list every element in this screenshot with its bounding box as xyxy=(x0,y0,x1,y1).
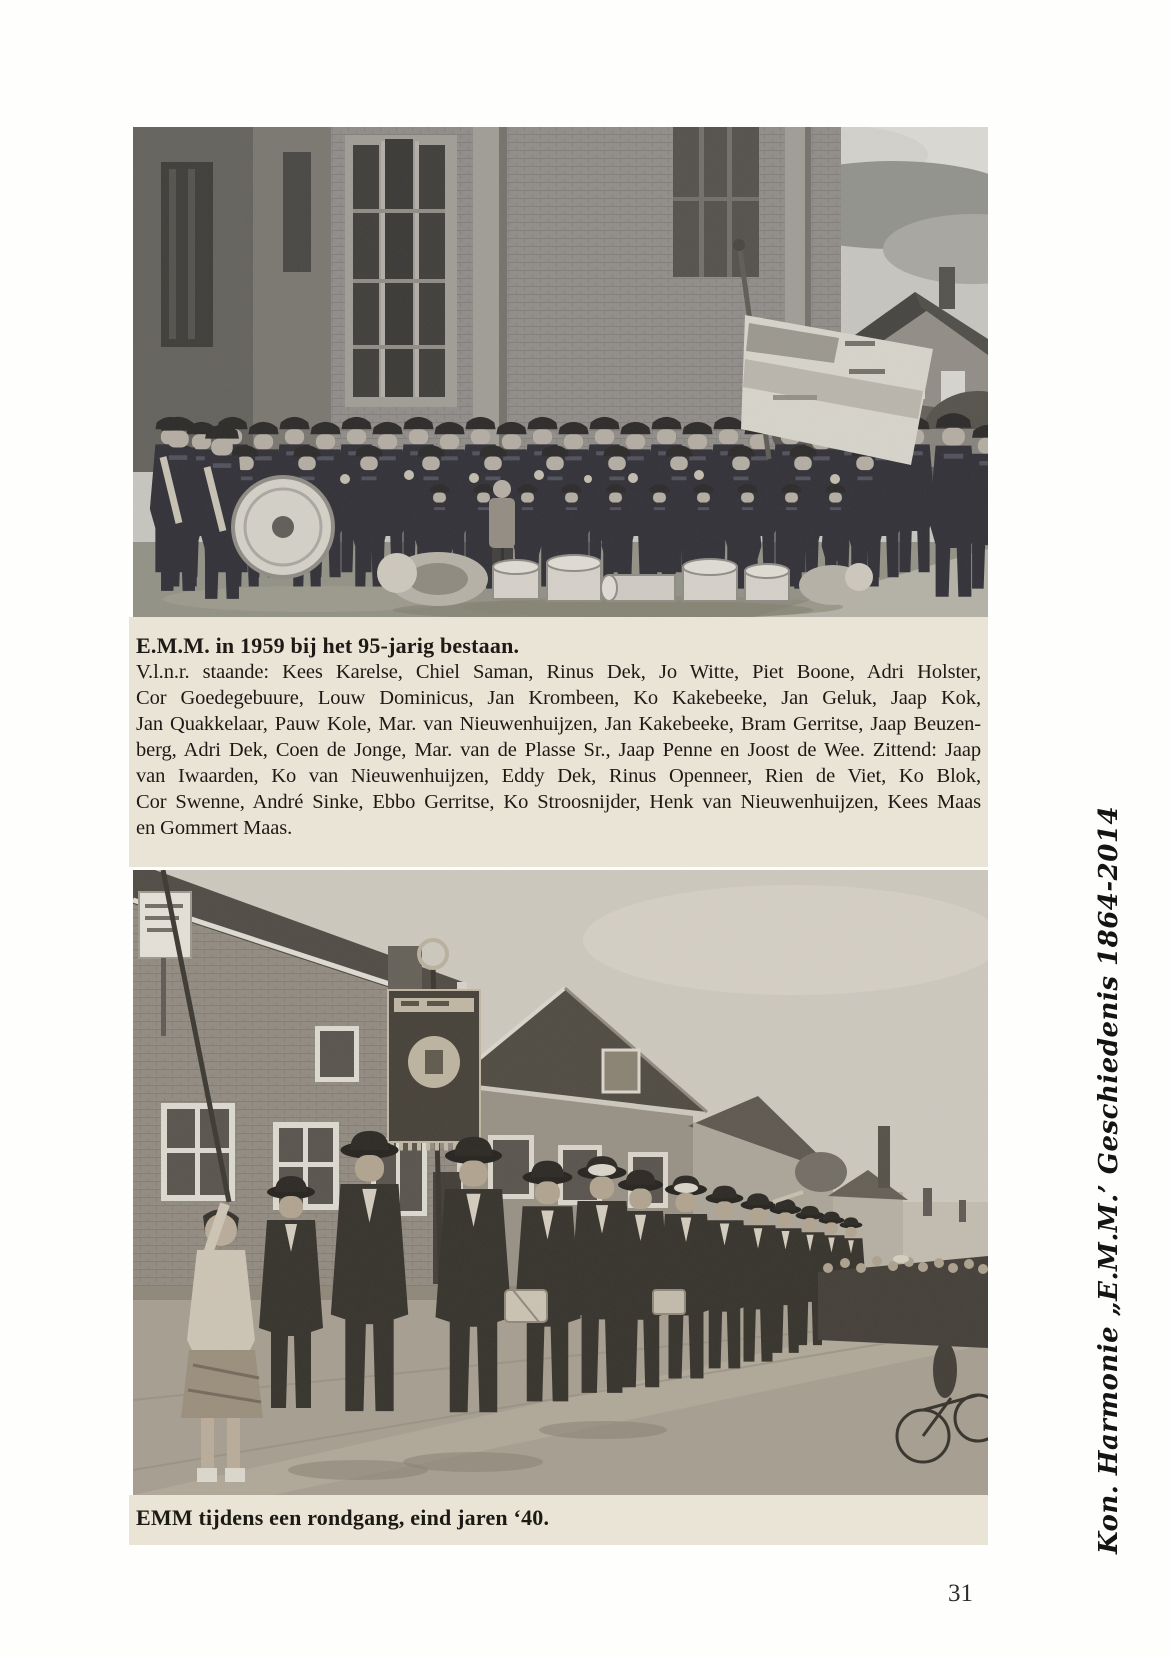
photo-band-group-1959 xyxy=(133,127,988,617)
page-edge-book-title: Kon. Harmonie „E.M.M.’ Geschiedenis 1864-2014 xyxy=(1094,805,1124,1554)
caption-line: V.l.n.r. staande: Kees Karelse, Chiel Saman, Rinus Dek, Jo Witte, Piet Boone, Adri Holster, xyxy=(136,661,981,683)
caption-line: Cor Swenne, André Sinke, Ebbo Gerritse, Ko Stroosnijder, Henk van Nieuwenhuijzen, Kees Maas xyxy=(136,791,981,813)
caption-title: E.M.M. in 1959 bij het 95-jarig bestaan. xyxy=(136,633,520,658)
caption-line: van Iwaarden, Ko van Nieuwenhuijzen, Eddy Dek, Rinus Openneer, Rien de Viet, Ko Blok, xyxy=(136,765,981,787)
band-photo-illustration xyxy=(133,127,988,617)
caption-line: Jan Quakkelaar, Pauw Kole, Mar. van Nieuwenhuijzen, Jan Kakebeeke, Bram Gerritse, Jaap Beuzen- xyxy=(136,713,981,735)
caption-line: berg, Adri Dek, Coen de Jonge, Mar. van de Plasse Sr., Jaap Penne en Joost de Wee. Zittend: Jaap xyxy=(136,739,981,761)
photo-parade-1940s xyxy=(133,870,988,1495)
caption-text: EMM tijdens een rondgang, eind jaren ‘40. xyxy=(136,1505,550,1530)
page-number: 31 xyxy=(948,1580,973,1607)
parade-photo-illustration xyxy=(133,870,988,1495)
caption-band-group xyxy=(129,617,988,867)
caption-line: Cor Goedegebuure, Louw Dominicus, Jan Krombeen, Ko Kakebeeke, Jan Geluk, Jaap Kok, xyxy=(136,687,981,709)
caption-line: en Gommert Maas. xyxy=(136,817,293,839)
caption-parade xyxy=(129,1495,988,1545)
